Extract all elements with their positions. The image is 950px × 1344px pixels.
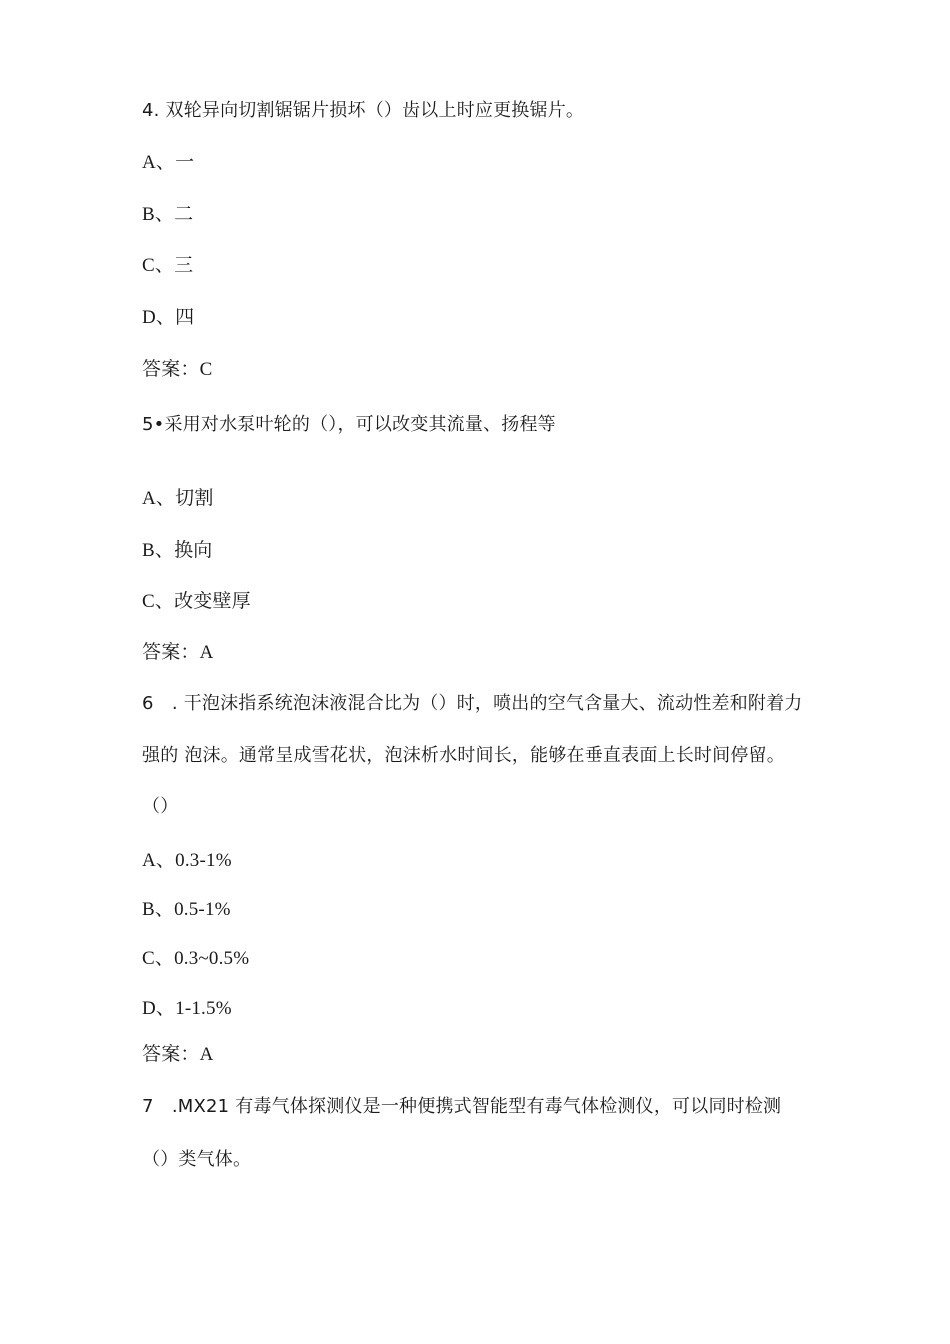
question-6-option-b: B、0.5-1% <box>142 899 231 920</box>
question-4-answer: 答案：C <box>142 359 213 380</box>
question-4-stem: 4. 双轮异向切割锯锯片损坏（）齿以上时应更换锯片。 <box>142 100 585 121</box>
question-5-option-a: A、切割 <box>142 488 214 509</box>
question-7-stem-line-1: 7 .MX21 有毒气体探测仪是一种便携式智能型有毒气体检测仪，可以同时检测 <box>142 1096 782 1117</box>
question-5-answer: 答案：A <box>142 642 214 663</box>
question-7-stem-line-2: （）类气体。 <box>142 1149 252 1170</box>
question-5-option-b: B、换向 <box>142 540 213 561</box>
question-4-option-d: D、四 <box>142 307 195 328</box>
question-4-option-b: B、二 <box>142 204 194 225</box>
question-6-stem-line-3: （） <box>142 796 179 817</box>
question-6-stem-line-2: 强的 泡沫。通常呈成雪花状，泡沫析水时间长，能够在垂直表面上长时间停留。 <box>142 745 785 766</box>
question-6-answer: 答案：A <box>142 1044 214 1065</box>
question-5-option-c: C、改变壁厚 <box>142 591 251 612</box>
question-6-option-d: D、1-1.5% <box>142 998 232 1019</box>
question-4-option-a: A、一 <box>142 152 195 173</box>
question-5-stem: 5•采用对水泵叶轮的（），可以改变其流量、扬程等 <box>142 414 556 435</box>
question-4-option-c: C、三 <box>142 255 194 276</box>
question-6-stem-line-1: 6 . 干泡沫指系统泡沫液混合比为（）时，喷出的空气含量大、流动性差和附着力 <box>142 693 803 714</box>
question-6-option-c: C、0.3~0.5% <box>142 948 250 969</box>
question-6-option-a: A、0.3-1% <box>142 850 232 871</box>
